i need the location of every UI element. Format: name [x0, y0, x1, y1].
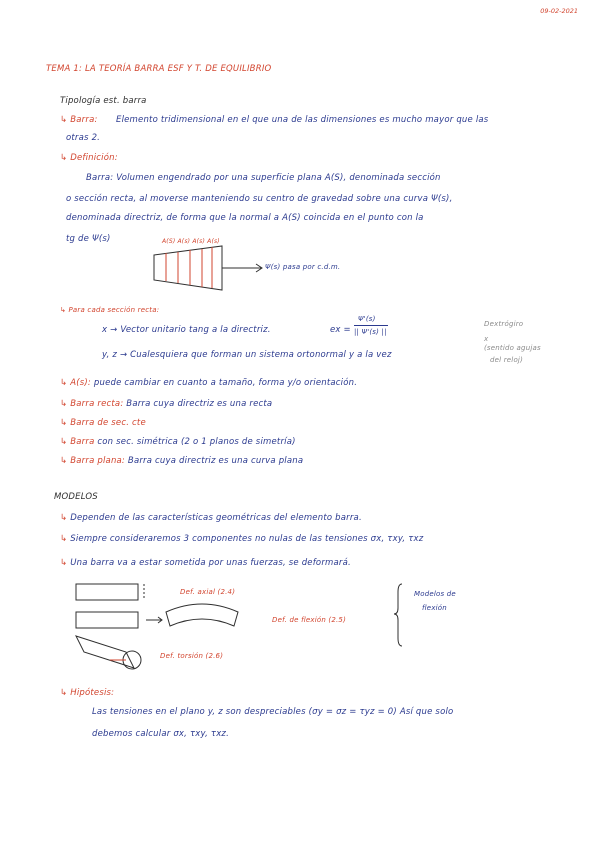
- item-barra-recta-text: Barra cuya directriz es una recta: [126, 399, 273, 409]
- definicion-line-3: denominada directriz, de forma que la normal a A(S) coincida en el punto con la: [66, 213, 424, 223]
- item-as-label: A(s):: [70, 378, 91, 388]
- hipotesis-line-1: Las tensiones en el plano y, z son despreciables (σy = σz = τyz = 0) Así que solo: [92, 707, 454, 717]
- x-line: x → Vector unitario tang a la directriz.: [102, 325, 271, 335]
- hipotesis-label: Hipótesis:: [70, 688, 115, 698]
- modelos-line-2: ↳ Siempre consideraremos 3 componentes no nulas de las tensiones σx, τxy, τxz: [60, 534, 424, 544]
- barra-label: Barra:: [70, 115, 98, 125]
- item-sec-simetrica-label: Barra: [70, 437, 95, 447]
- modelos-line-1-text: Dependen de las características geométricas del elemento barra.: [70, 513, 362, 523]
- arrow-barra-label: ↳ Barra:: [60, 115, 98, 125]
- page-title: TEMA 1: LA TEORÍA BARRA ESF Y T. DE EQUILIBRIO: [46, 64, 272, 74]
- y-line: y, z → Cualesquiera que forman un sistema ortonormal y a la vez: [102, 350, 392, 360]
- brace-label-2: flexión: [422, 604, 447, 612]
- figure-top-label: A(S) A(s) A(s) A(s): [162, 238, 220, 245]
- side-note-x: x: [484, 335, 489, 343]
- axial-bar: [76, 584, 138, 600]
- arrow-cada-seccion: ↳ Para cada sección recta:: [60, 306, 160, 314]
- figure-right-label: Ψ(s) pasa por c.d.m.: [265, 263, 341, 271]
- torsion-label: Def. torsión (2.6): [160, 652, 224, 660]
- side-note-1: Dextrógiro: [484, 320, 524, 328]
- bent-bar: [166, 604, 238, 626]
- side-note-3: del reloj): [490, 356, 524, 364]
- flexion-bar: [76, 612, 138, 628]
- arrow-definicion-label: ↳ Definición:: [60, 153, 118, 163]
- item-barra-plana-text: Barra cuya directriz es una curva plana: [127, 456, 304, 466]
- modelos-line-3: ↳ Una barra va a estar sometida por unas fuerzas, se deformará.: [60, 558, 351, 568]
- flexion-label: Def. de flexión (2.5): [272, 616, 347, 624]
- section-heading-tipologia: Tipología est. barra: [60, 96, 147, 106]
- formula-denominator: || Ψ'(s) ||: [354, 328, 387, 336]
- item-as-text: puede cambiar en cuanto a tamaño, forma y/o orientación.: [93, 378, 358, 388]
- item-barra-recta: ↳ Barra recta: Barra cuya directriz es una recta: [60, 399, 273, 409]
- hipotesis-label-row: ↳ Hipótesis:: [60, 688, 115, 698]
- formula-numerator: Ψ'(s): [358, 315, 376, 323]
- item-sec-simetrica: ↳ Barra con sec. simétrica (2 o 1 planos de simetría): [60, 437, 296, 447]
- item-as: ↳ A(s): puede cambiar en cuanto a tamaño, forma y/o orientación.: [60, 378, 358, 388]
- modelos-line-3-text: Una barra va a estar sometida por unas fuerzas, se deformará.: [70, 558, 351, 568]
- cada-seccion-label: Para cada sección recta:: [68, 306, 160, 314]
- brace-label-1: Modelos de: [414, 590, 456, 598]
- formula-lhs: ex =: [330, 325, 351, 335]
- brace: [394, 584, 402, 646]
- torsion-bar: [76, 636, 134, 668]
- modelos-heading: MODELOS: [54, 492, 98, 502]
- definicion-line-1: Barra: Volumen engendrado por una superficie plana A(S), denominada sección: [86, 173, 441, 183]
- axial-label: Def. axial (2.4): [180, 588, 236, 596]
- side-note-2: (sentido agujas: [484, 344, 541, 352]
- definicion-line-4: tg de Ψ(s): [66, 234, 111, 244]
- definicion-label: Definición:: [70, 153, 118, 163]
- item-sec-simetrica-text: con sec. simétrica (2 o 1 planos de simetría): [97, 437, 296, 447]
- hipotesis-line-2: debemos calcular σx, τxy, τxz.: [92, 729, 229, 739]
- date-label: 09-02-2021: [540, 7, 578, 15]
- modelos-line-1: ↳ Dependen de las características geométricas del elemento barra.: [60, 513, 362, 523]
- definicion-line-2: o sección recta, al moverse manteniendo su centro de gravedad sobre una curva Ψ(s),: [66, 194, 453, 204]
- item-sec-cte: ↳ Barra de sec. cte: [60, 418, 146, 428]
- item-barra-plana: ↳ Barra plana: Barra cuya directriz es una curva plana: [60, 456, 304, 466]
- barra-text-2: otras 2.: [66, 133, 101, 143]
- item-sec-cte-label: Barra de sec. cte: [70, 418, 146, 428]
- item-barra-recta-label: Barra recta:: [70, 399, 124, 409]
- barra-text: Elemento tridimensional en el que una de las dimensiones es mucho mayor que las: [116, 115, 489, 125]
- modelos-line-2-text: Siempre consideraremos 3 componentes no nulas de las tensiones σx, τxy, τxz: [70, 534, 424, 544]
- item-barra-plana-label: Barra plana:: [70, 456, 125, 466]
